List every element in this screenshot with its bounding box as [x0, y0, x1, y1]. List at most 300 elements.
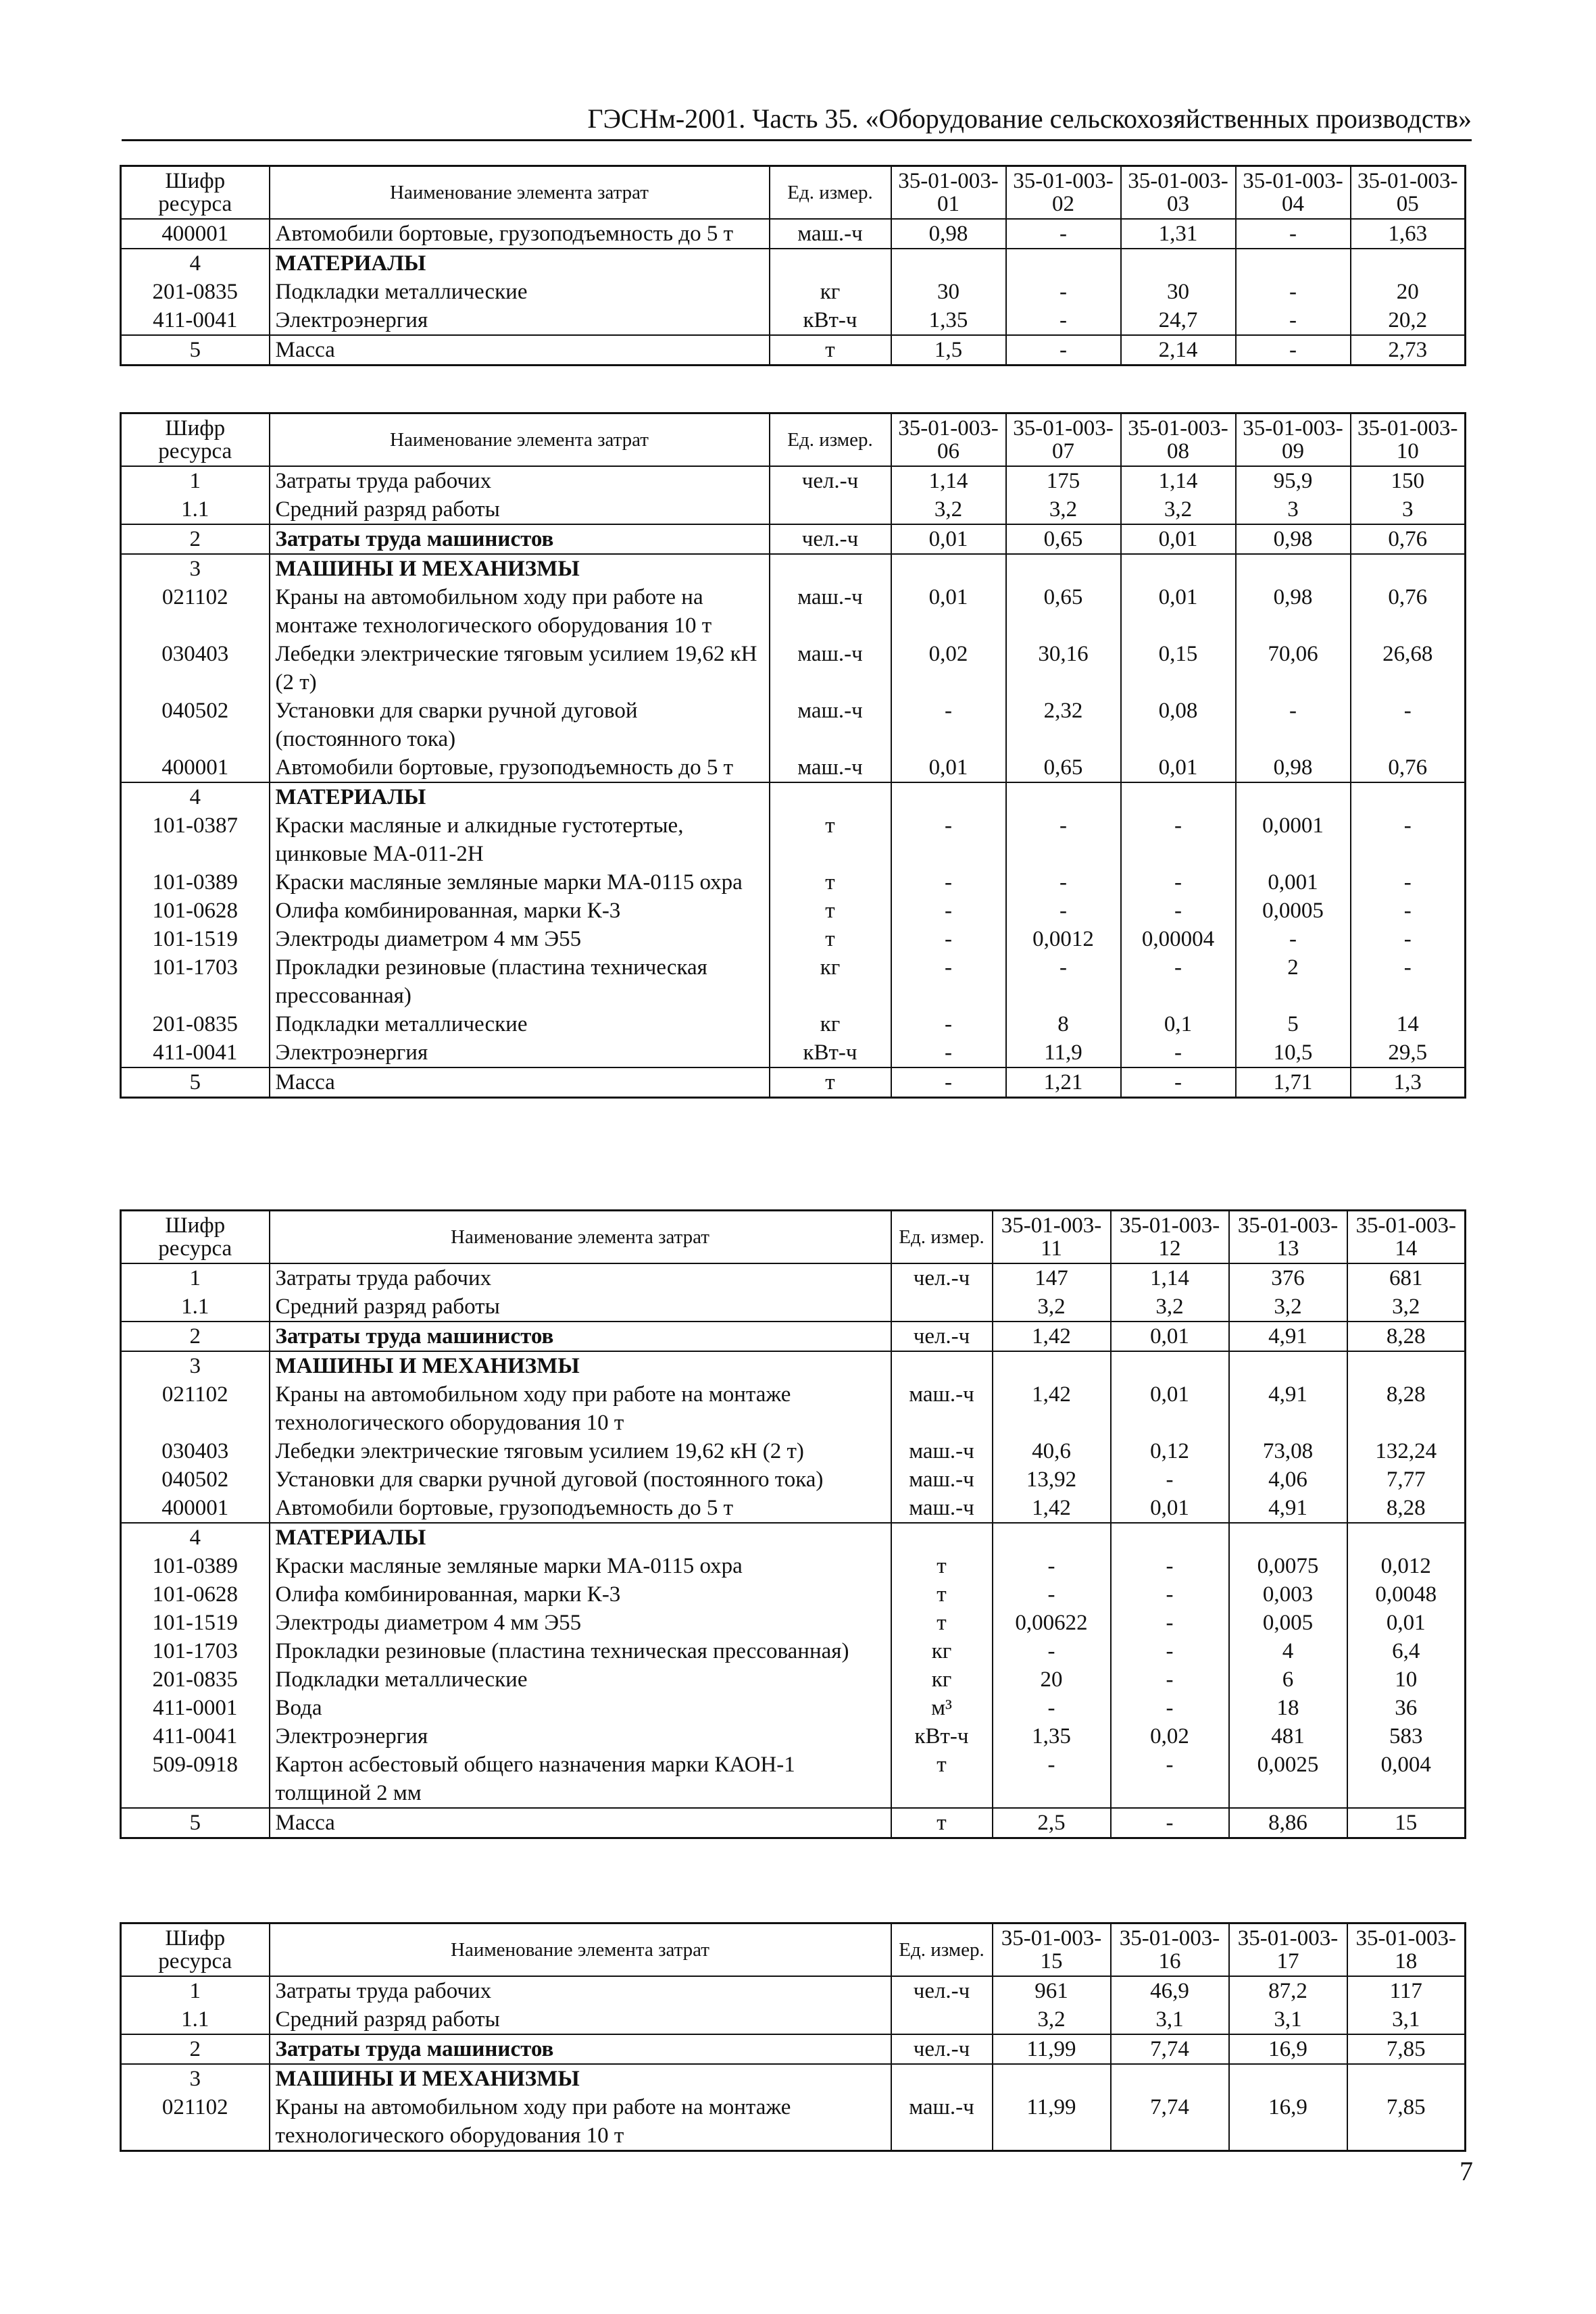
norm-value: 0,0001 [1236, 811, 1351, 868]
norm-value: 20 [993, 1665, 1111, 1694]
resource-unit: кг [770, 278, 891, 306]
resource-unit: кг [770, 953, 891, 1010]
resource-name: Электроэнергия [270, 1038, 770, 1067]
norm-value: - [891, 1010, 1006, 1038]
resource-name: Установки для сварки ручной дуговой (постоянного тока) [270, 697, 770, 753]
norm-value: 0,01 [1121, 583, 1236, 640]
resource-name: Лебедки электрические тяговым усилием 19,62 кН (2 т) [270, 640, 770, 697]
header-name: Наименование элемента затрат [270, 1923, 891, 1977]
resource-unit [891, 2064, 993, 2093]
norm-value: 4,91 [1229, 1322, 1347, 1351]
norm-value: 7,77 [1347, 1465, 1466, 1494]
header-norm-code: 35-01-003-06 [891, 413, 1006, 467]
norm-value: 132,24 [1347, 1437, 1466, 1465]
norm-value: 3,2 [1121, 495, 1236, 524]
norm-value: 0,98 [891, 219, 1006, 249]
norm-value: 5 [1236, 1010, 1351, 1038]
resource-name: Масса [270, 335, 770, 366]
resource-name: МАШИНЫ И МЕХАНИЗМЫ [270, 554, 770, 583]
resource-table-1 [120, 165, 1466, 366]
table-row [121, 278, 1466, 306]
resource-name: Подкладки металлические [270, 1665, 891, 1694]
norm-value [891, 782, 1006, 811]
norm-value: 11,99 [993, 2034, 1111, 2064]
norm-value: 1,21 [1006, 1067, 1121, 1098]
resource-code: 3 [121, 2064, 270, 2093]
norm-value: 0,01 [891, 583, 1006, 640]
resource-name: Масса [270, 1067, 770, 1098]
norm-value: 4,91 [1229, 1494, 1347, 1523]
resource-name: Затраты труда рабочих [270, 1263, 891, 1292]
norm-value [1121, 249, 1236, 278]
norm-value: - [1111, 1465, 1229, 1494]
resource-code: 400001 [121, 753, 270, 782]
header-code: Шифр ресурса [121, 413, 270, 467]
norm-value [1236, 554, 1351, 583]
norm-value [1121, 554, 1236, 583]
table-row [121, 1637, 1466, 1665]
resource-unit: чел.-ч [770, 466, 891, 495]
norm-value: 8,28 [1347, 1322, 1466, 1351]
norm-value: 3,2 [1347, 1292, 1466, 1322]
norm-value: 10 [1347, 1665, 1466, 1694]
norm-value: 0,76 [1351, 753, 1466, 782]
resource-name: Затраты труда рабочих [270, 1976, 891, 2005]
norm-value: 8,28 [1347, 1380, 1466, 1437]
table-row [121, 697, 1466, 753]
header-name: Наименование элемента затрат [270, 413, 770, 467]
norm-value: 13,92 [993, 1465, 1111, 1494]
resource-unit [891, 1292, 993, 1322]
norm-value: 18 [1229, 1694, 1347, 1722]
norm-value: - [1236, 278, 1351, 306]
norm-value: - [993, 1751, 1111, 1808]
resource-unit [770, 495, 891, 524]
norm-value: 46,9 [1111, 1976, 1229, 2005]
norm-value: 3,2 [1111, 1292, 1229, 1322]
header-norm-code: 35-01-003-15 [993, 1923, 1111, 1977]
resource-code: 101-0389 [121, 868, 270, 897]
norm-value: 1,31 [1121, 219, 1236, 249]
norm-value: - [1236, 697, 1351, 753]
norm-value: 10,5 [1236, 1038, 1351, 1067]
table-row [121, 1010, 1466, 1038]
norm-value: 4 [1229, 1637, 1347, 1665]
norm-value: 16,9 [1229, 2093, 1347, 2151]
norm-value: 0,00004 [1121, 925, 1236, 953]
norm-value: - [891, 811, 1006, 868]
norm-value [1111, 1351, 1229, 1380]
norm-value [1351, 249, 1466, 278]
resource-table-3 [120, 1209, 1466, 1839]
table-header-row [121, 1923, 1466, 1977]
resource-name: Олифа комбинированная, марки К-3 [270, 1580, 891, 1609]
norm-value [1351, 554, 1466, 583]
resource-name: МАТЕРИАЛЫ [270, 1523, 891, 1552]
norm-value: 376 [1229, 1263, 1347, 1292]
table-row [121, 1694, 1466, 1722]
resource-code: 101-0387 [121, 811, 270, 868]
norm-value: 95,9 [1236, 466, 1351, 495]
table-header-row [121, 1211, 1466, 1264]
resource-unit: маш.-ч [770, 753, 891, 782]
header-norm-code: 35-01-003-08 [1121, 413, 1236, 467]
norm-value: 3,2 [891, 495, 1006, 524]
norm-value [993, 1351, 1111, 1380]
norm-value [993, 2064, 1111, 2093]
table-row [121, 782, 1466, 811]
table-row [121, 2093, 1466, 2151]
header-norm-code: 35-01-003-10 [1351, 413, 1466, 467]
norm-value: 8 [1006, 1010, 1121, 1038]
resource-name: Краны на автомобильном ходу при работе на монтаже технологического оборудования 10 т [270, 2093, 891, 2151]
table-row [121, 1437, 1466, 1465]
norm-value: - [891, 1067, 1006, 1098]
norm-value: 0,01 [1111, 1380, 1229, 1437]
norm-value: 7,74 [1111, 2093, 1229, 2151]
header-norm-code: 35-01-003-11 [993, 1211, 1111, 1264]
resource-code: 101-0389 [121, 1552, 270, 1580]
norm-value: 1,14 [1121, 466, 1236, 495]
table-row [121, 1808, 1466, 1838]
resource-code: 5 [121, 335, 270, 366]
norm-value: 30,16 [1006, 640, 1121, 697]
resource-name: Средний разряд работы [270, 2005, 891, 2034]
resource-code: 021102 [121, 1380, 270, 1437]
table-row [121, 1292, 1466, 1322]
norm-value: - [1006, 306, 1121, 335]
norm-value: - [1236, 306, 1351, 335]
header-norm-code: 35-01-003-17 [1229, 1923, 1347, 1977]
norm-value: 0,15 [1121, 640, 1236, 697]
norm-value: 2 [1236, 953, 1351, 1010]
page-number: 7 [1460, 2156, 1473, 2186]
norm-value: 0,01 [891, 753, 1006, 782]
resource-name: Подкладки металлические [270, 1010, 770, 1038]
table-row [121, 306, 1466, 335]
norm-value: 36 [1347, 1694, 1466, 1722]
norm-value: 0,08 [1121, 697, 1236, 753]
norm-value [1229, 1351, 1347, 1380]
norm-value [1229, 1523, 1347, 1552]
norm-value: - [1121, 953, 1236, 1010]
resource-code: 1 [121, 466, 270, 495]
resource-code: 4 [121, 782, 270, 811]
table-row [121, 1494, 1466, 1523]
norm-value: 2,5 [993, 1808, 1111, 1838]
norm-value: 961 [993, 1976, 1111, 2005]
norm-value: - [891, 953, 1006, 1010]
norm-value: 7,85 [1347, 2093, 1466, 2151]
resource-unit [770, 249, 891, 278]
resource-unit: чел.-ч [891, 1263, 993, 1292]
header-norm-code: 35-01-003-09 [1236, 413, 1351, 467]
norm-value: 0,0075 [1229, 1552, 1347, 1580]
norm-value: 0,001 [1236, 868, 1351, 897]
resource-code: 101-0628 [121, 1580, 270, 1609]
norm-value [1236, 249, 1351, 278]
header-norm-code: 35-01-003-12 [1111, 1211, 1229, 1264]
norm-value: - [1351, 868, 1466, 897]
table-row [121, 1580, 1466, 1609]
table-header-row [121, 413, 1466, 467]
resource-code: 040502 [121, 1465, 270, 1494]
norm-value [1236, 782, 1351, 811]
norm-value [1006, 554, 1121, 583]
resource-unit: маш.-ч [891, 1380, 993, 1437]
resource-name: Электроды диаметром 4 мм Э55 [270, 925, 770, 953]
norm-value: 0,76 [1351, 524, 1466, 554]
resource-unit: кВт-ч [770, 306, 891, 335]
table-row [121, 495, 1466, 524]
resource-unit: т [891, 1751, 993, 1808]
table-row [121, 2005, 1466, 2034]
norm-value: 3,1 [1229, 2005, 1347, 2034]
header-norm-code: 35-01-003-16 [1111, 1923, 1229, 1977]
norm-value: 0,01 [1347, 1609, 1466, 1637]
resource-name: Средний разряд работы [270, 495, 770, 524]
norm-value: 0,0012 [1006, 925, 1121, 953]
norm-value: - [1121, 1067, 1236, 1098]
norm-value [1347, 1351, 1466, 1380]
norm-value: 3,2 [993, 2005, 1111, 2034]
norm-value: 24,7 [1121, 306, 1236, 335]
table-row [121, 335, 1466, 366]
norm-value: - [993, 1580, 1111, 1609]
table-row [121, 1465, 1466, 1494]
resource-name: Электроэнергия [270, 306, 770, 335]
resource-unit: маш.-ч [891, 1437, 993, 1465]
resource-name: Краски масляные земляные марки МА-0115 охра [270, 868, 770, 897]
resource-name: Краски масляные и алкидные густотертые, цинковые МА-011-2Н [270, 811, 770, 868]
norm-value: 1,14 [891, 466, 1006, 495]
resource-code: 5 [121, 1808, 270, 1838]
resource-code: 201-0835 [121, 278, 270, 306]
resource-code: 411-0041 [121, 306, 270, 335]
norm-value: - [1351, 811, 1466, 868]
norm-value: - [1111, 1637, 1229, 1665]
norm-value: 147 [993, 1263, 1111, 1292]
norm-value: 4,06 [1229, 1465, 1347, 1494]
resource-code: 1.1 [121, 495, 270, 524]
header-norm-code: 35-01-003-18 [1347, 1923, 1466, 1977]
norm-value: - [1236, 219, 1351, 249]
norm-value: 1,14 [1111, 1263, 1229, 1292]
norm-value: 29,5 [1351, 1038, 1466, 1067]
norm-value: - [993, 1637, 1111, 1665]
norm-value: 20 [1351, 278, 1466, 306]
header-code: Шифр ресурса [121, 1923, 270, 1977]
table-row [121, 868, 1466, 897]
norm-value: - [891, 868, 1006, 897]
table-row [121, 1351, 1466, 1380]
norm-value: 681 [1347, 1263, 1466, 1292]
norm-value: - [891, 1038, 1006, 1067]
resource-code: 411-0041 [121, 1722, 270, 1751]
resource-code: 021102 [121, 2093, 270, 2151]
norm-value: 1,35 [891, 306, 1006, 335]
norm-value: 0,12 [1111, 1437, 1229, 1465]
norm-value: - [1121, 897, 1236, 925]
resource-name: Краны на автомобильном ходу при работе на монтаже технологического оборудования 10 т [270, 1380, 891, 1437]
resource-name: Автомобили бортовые, грузоподъемность до 5 т [270, 753, 770, 782]
table-row [121, 524, 1466, 554]
resource-unit: кг [770, 1010, 891, 1038]
norm-value: 0,1 [1121, 1010, 1236, 1038]
table-row [121, 1263, 1466, 1292]
resource-unit: т [770, 1067, 891, 1098]
norm-value: 0,65 [1006, 583, 1121, 640]
header-norm-code: 35-01-003-04 [1236, 166, 1351, 220]
norm-value: 117 [1347, 1976, 1466, 2005]
norm-value: 1,42 [993, 1494, 1111, 1523]
norm-value: - [1111, 1808, 1229, 1838]
resource-code: 101-1519 [121, 925, 270, 953]
norm-value: 0,98 [1236, 524, 1351, 554]
resource-unit [891, 1351, 993, 1380]
resource-name: Краны на автомобильном ходу при работе на монтаже технологического оборудования 10 т [270, 583, 770, 640]
norm-value: - [1351, 925, 1466, 953]
resource-code: 101-0628 [121, 897, 270, 925]
norm-value: - [1351, 953, 1466, 1010]
norm-value: - [891, 897, 1006, 925]
norm-value: 3,1 [1347, 2005, 1466, 2034]
norm-value: 0,02 [1111, 1722, 1229, 1751]
resource-name: Олифа комбинированная, марки К-3 [270, 897, 770, 925]
norm-value: 175 [1006, 466, 1121, 495]
resource-name: Автомобили бортовые, грузоподъемность до 5 т [270, 219, 770, 249]
table-row [121, 1976, 1466, 2005]
norm-value: 11,99 [993, 2093, 1111, 2151]
norm-value: 1,35 [993, 1722, 1111, 1751]
table-row [121, 2064, 1466, 2093]
resource-name: Масса [270, 1808, 891, 1838]
norm-value: - [1111, 1694, 1229, 1722]
header-norm-code: 35-01-003-03 [1121, 166, 1236, 220]
header-code: Шифр ресурса [121, 1211, 270, 1264]
table-row [121, 1523, 1466, 1552]
norm-value: 0,012 [1347, 1552, 1466, 1580]
norm-value [1347, 2064, 1466, 2093]
resource-name: Краски масляные земляные марки МА-0115 охра [270, 1552, 891, 1580]
norm-value: 11,9 [1006, 1038, 1121, 1067]
resource-unit: маш.-ч [891, 1494, 993, 1523]
norm-value: 3 [1236, 495, 1351, 524]
norm-value: 2,73 [1351, 335, 1466, 366]
norm-value: - [1111, 1751, 1229, 1808]
resource-unit: чел.-ч [891, 1976, 993, 2005]
norm-value: 1,3 [1351, 1067, 1466, 1098]
resource-code: 021102 [121, 583, 270, 640]
norm-value: 26,68 [1351, 640, 1466, 697]
norm-value: 0,01 [1121, 524, 1236, 554]
norm-value: 0,02 [891, 640, 1006, 697]
resource-code: 5 [121, 1067, 270, 1098]
resource-name: Лебедки электрические тяговым усилием 19,62 кН (2 т) [270, 1437, 891, 1465]
table-row [121, 1609, 1466, 1637]
norm-value: 0,0048 [1347, 1580, 1466, 1609]
norm-value: 2,32 [1006, 697, 1121, 753]
table-row [121, 219, 1466, 249]
resource-code: 1.1 [121, 2005, 270, 2034]
norm-value [1351, 782, 1466, 811]
resource-unit: кВт-ч [891, 1722, 993, 1751]
norm-value: - [1351, 897, 1466, 925]
resource-code: 2 [121, 2034, 270, 2064]
norm-value: - [1121, 1038, 1236, 1067]
norm-value: - [1006, 335, 1121, 366]
norm-value: - [1006, 953, 1121, 1010]
resource-name: Установки для сварки ручной дуговой (постоянного тока) [270, 1465, 891, 1494]
norm-value: - [1121, 868, 1236, 897]
table-row [121, 1722, 1466, 1751]
norm-value: 0,65 [1006, 524, 1121, 554]
norm-value: 0,0025 [1229, 1751, 1347, 1808]
table-row [121, 466, 1466, 495]
norm-value: - [1006, 897, 1121, 925]
resource-code: 101-1519 [121, 1609, 270, 1637]
resource-name: МАШИНЫ И МЕХАНИЗМЫ [270, 1351, 891, 1380]
norm-value: 3,2 [993, 1292, 1111, 1322]
norm-value: 583 [1347, 1722, 1466, 1751]
resource-name: Затраты труда машинистов [270, 1322, 891, 1351]
norm-value: 481 [1229, 1722, 1347, 1751]
resource-unit [891, 2005, 993, 2034]
norm-value [1006, 782, 1121, 811]
table-row [121, 2034, 1466, 2064]
resource-unit: т [770, 335, 891, 366]
header-norm-code: 35-01-003-14 [1347, 1211, 1466, 1264]
resource-code: 509-0918 [121, 1751, 270, 1808]
norm-value: 3 [1351, 495, 1466, 524]
table-row [121, 583, 1466, 640]
norm-value: - [1006, 868, 1121, 897]
norm-value [1111, 1523, 1229, 1552]
table-row [121, 1665, 1466, 1694]
resource-unit: маш.-ч [770, 640, 891, 697]
resource-name: Электроды диаметром 4 мм Э55 [270, 1609, 891, 1637]
resource-unit: т [770, 868, 891, 897]
resource-name: Вода [270, 1694, 891, 1722]
resource-code: 040502 [121, 697, 270, 753]
norm-value: 1,63 [1351, 219, 1466, 249]
resource-code: 4 [121, 1523, 270, 1552]
norm-value: 0,98 [1236, 583, 1351, 640]
resource-unit: т [891, 1609, 993, 1637]
norm-value: 0,76 [1351, 583, 1466, 640]
resource-name: Средний разряд работы [270, 1292, 891, 1322]
resource-table-4 [120, 1922, 1466, 2152]
header-unit: Ед. измер. [770, 413, 891, 467]
table-row [121, 811, 1466, 868]
norm-value: 1,42 [993, 1380, 1111, 1437]
norm-value [891, 249, 1006, 278]
resource-code: 400001 [121, 219, 270, 249]
resource-code: 101-1703 [121, 1637, 270, 1665]
norm-value: - [1111, 1580, 1229, 1609]
table-header-row [121, 166, 1466, 220]
norm-value: - [1006, 278, 1121, 306]
resource-unit: маш.-ч [770, 219, 891, 249]
resource-code: 3 [121, 554, 270, 583]
norm-value: 0,98 [1236, 753, 1351, 782]
resource-unit [891, 1523, 993, 1552]
norm-value: 14 [1351, 1010, 1466, 1038]
resource-unit: т [891, 1580, 993, 1609]
resource-unit: маш.-ч [891, 1465, 993, 1494]
norm-value: - [891, 925, 1006, 953]
resource-name: МАШИНЫ И МЕХАНИЗМЫ [270, 2064, 891, 2093]
